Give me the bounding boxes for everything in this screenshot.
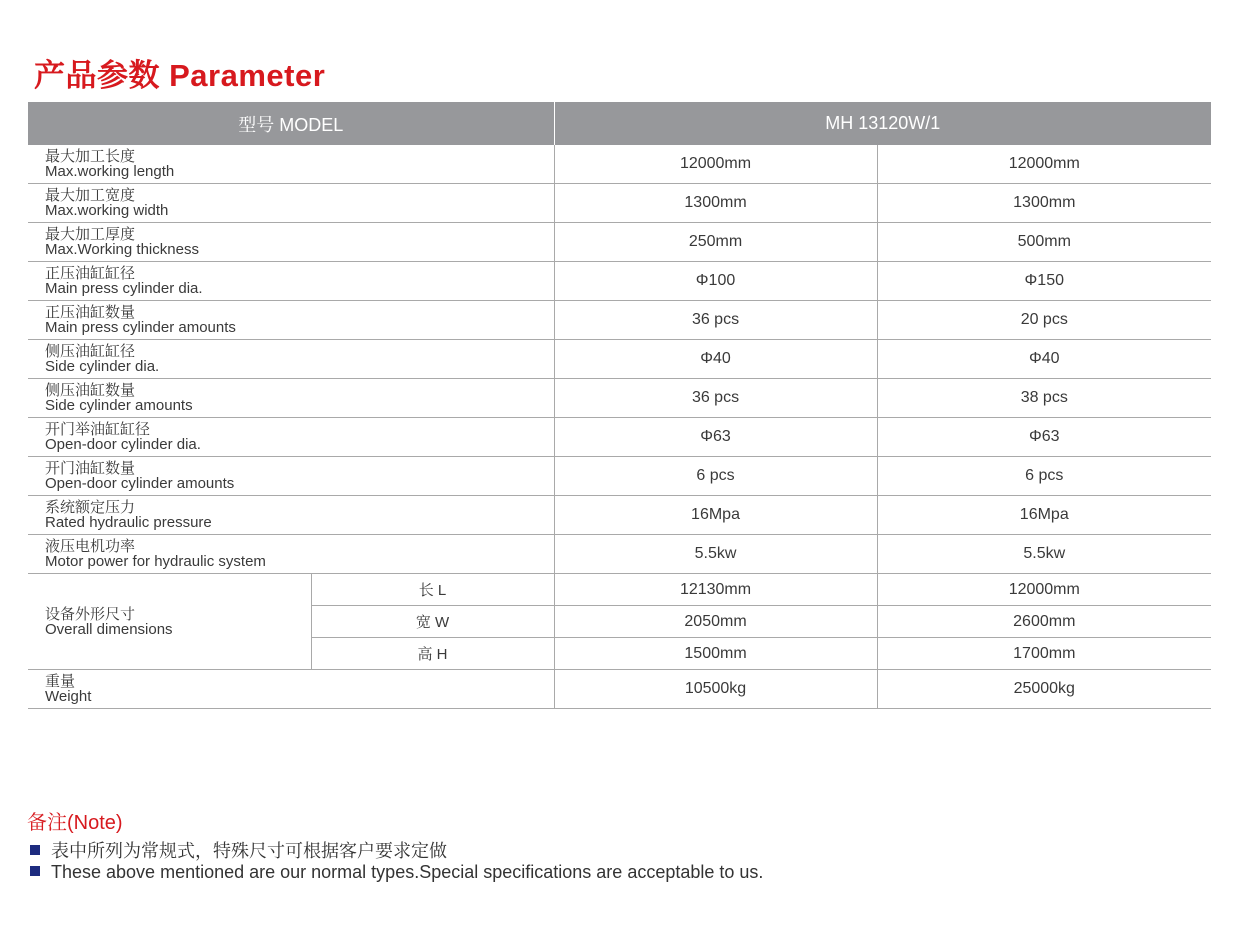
table-header-row bbox=[28, 102, 1211, 145]
label-en: Max.working width bbox=[45, 202, 169, 219]
value-cell: 250mm bbox=[554, 223, 877, 262]
label-cn: 侧压油缸缸径 bbox=[45, 343, 136, 360]
dimension-sublabel: 高 H bbox=[311, 638, 554, 670]
label-en: Max.Working thickness bbox=[45, 241, 199, 258]
note-text: 表中所列为常规式，特殊尺寸可根据客户要求定做 bbox=[51, 841, 447, 861]
value-cell: Φ63 bbox=[554, 418, 877, 457]
table-row bbox=[28, 301, 1211, 340]
value-cell: 2600mm bbox=[877, 606, 1211, 638]
label-en: Main press cylinder dia. bbox=[45, 280, 203, 297]
value-cell: 10500kg bbox=[554, 670, 877, 709]
value-cell: 500mm bbox=[877, 223, 1211, 262]
row-label bbox=[28, 223, 554, 262]
label-en: Weight bbox=[45, 688, 92, 705]
label-cn: 开门油缸数量 bbox=[45, 460, 136, 477]
value-cell: 6 pcs bbox=[877, 457, 1211, 496]
row-label bbox=[28, 457, 554, 496]
value-cell: 1700mm bbox=[877, 638, 1211, 670]
note-text: These above mentioned are our normal types.Special specifications are acceptable to us. bbox=[51, 862, 764, 882]
value-cell: Φ150 bbox=[877, 262, 1211, 301]
value-cell: Φ100 bbox=[554, 262, 877, 301]
dimension-sublabel: 长 L bbox=[311, 574, 554, 606]
label-cn: 最大加工宽度 bbox=[45, 187, 136, 204]
label-en: Max.working length bbox=[45, 163, 175, 180]
value-cell: 12130mm bbox=[554, 574, 877, 606]
value-cell: Φ63 bbox=[877, 418, 1211, 457]
value-cell: 38 pcs bbox=[877, 379, 1211, 418]
row-label bbox=[28, 535, 554, 574]
row-label bbox=[28, 262, 554, 301]
label-en: Open-door cylinder amounts bbox=[45, 475, 235, 492]
value-cell: 36 pcs bbox=[554, 301, 877, 340]
table-row bbox=[28, 379, 1211, 418]
dimensions-label bbox=[28, 574, 311, 670]
dimension-row bbox=[28, 574, 1211, 606]
label-en: Overall dimensions bbox=[45, 620, 173, 638]
dimension-sublabel: 宽 W bbox=[311, 606, 554, 638]
label-cn: 正压油缸缸径 bbox=[45, 265, 136, 282]
note-title: 备注(Note) bbox=[27, 812, 123, 834]
row-label bbox=[28, 340, 554, 379]
row-label bbox=[28, 184, 554, 223]
value-cell: 2050mm bbox=[554, 606, 877, 638]
value-cell: 1500mm bbox=[554, 638, 877, 670]
table-row bbox=[28, 535, 1211, 574]
parameter-table bbox=[28, 102, 1211, 709]
table-row bbox=[28, 223, 1211, 262]
model-value-header: MH 13120W/1 bbox=[554, 102, 1211, 145]
label-en: Side cylinder amounts bbox=[45, 397, 193, 414]
value-cell: 36 pcs bbox=[554, 379, 877, 418]
table-row-weight bbox=[28, 670, 1211, 709]
row-label bbox=[28, 670, 554, 709]
row-label bbox=[28, 145, 554, 184]
value-cell: 20 pcs bbox=[877, 301, 1211, 340]
value-cell: Φ40 bbox=[877, 340, 1211, 379]
row-label bbox=[28, 496, 554, 535]
label-en: Main press cylinder amounts bbox=[45, 319, 236, 336]
value-cell: 12000mm bbox=[877, 145, 1211, 184]
label-cn: 最大加工厚度 bbox=[45, 226, 136, 243]
square-bullet-icon bbox=[30, 845, 40, 855]
value-cell: 5.5kw bbox=[554, 535, 877, 574]
note-item bbox=[30, 837, 447, 863]
label-cn: 液压电机功率 bbox=[45, 538, 136, 555]
page-title: 产品参数 Parameter bbox=[34, 58, 326, 93]
label-cn: 最大加工长度 bbox=[45, 148, 136, 165]
value-cell: 16Mpa bbox=[554, 496, 877, 535]
value-cell: 6 pcs bbox=[554, 457, 877, 496]
value-cell: 12000mm bbox=[877, 574, 1211, 606]
label-en: Side cylinder dia. bbox=[45, 358, 160, 375]
label-en: Motor power for hydraulic system bbox=[45, 553, 266, 570]
row-label bbox=[28, 301, 554, 340]
value-cell: 5.5kw bbox=[877, 535, 1211, 574]
model-label-header: 型号 MODEL bbox=[28, 102, 554, 145]
label-en: Rated hydraulic pressure bbox=[45, 514, 212, 531]
table-row bbox=[28, 262, 1211, 301]
table-row bbox=[28, 496, 1211, 535]
label-cn: 开门举油缸缸径 bbox=[45, 421, 151, 438]
label-en: Open-door cylinder dia. bbox=[45, 436, 201, 453]
table-row bbox=[28, 418, 1211, 457]
note-item bbox=[30, 862, 763, 883]
table-row bbox=[28, 145, 1211, 184]
value-cell: 1300mm bbox=[554, 184, 877, 223]
value-cell: 25000kg bbox=[877, 670, 1211, 709]
label-cn: 设备外形尺寸 bbox=[45, 605, 136, 623]
label-cn: 重量 bbox=[45, 673, 76, 690]
table-row bbox=[28, 340, 1211, 379]
square-bullet-icon bbox=[30, 866, 40, 876]
table-row bbox=[28, 457, 1211, 496]
label-cn: 系统额定压力 bbox=[45, 499, 136, 516]
value-cell: 16Mpa bbox=[877, 496, 1211, 535]
label-cn: 侧压油缸数量 bbox=[45, 382, 136, 399]
value-cell: Φ40 bbox=[554, 340, 877, 379]
row-label bbox=[28, 418, 554, 457]
value-cell: 12000mm bbox=[554, 145, 877, 184]
label-cn: 正压油缸数量 bbox=[45, 304, 136, 321]
table-row bbox=[28, 184, 1211, 223]
value-cell: 1300mm bbox=[877, 184, 1211, 223]
row-label bbox=[28, 379, 554, 418]
